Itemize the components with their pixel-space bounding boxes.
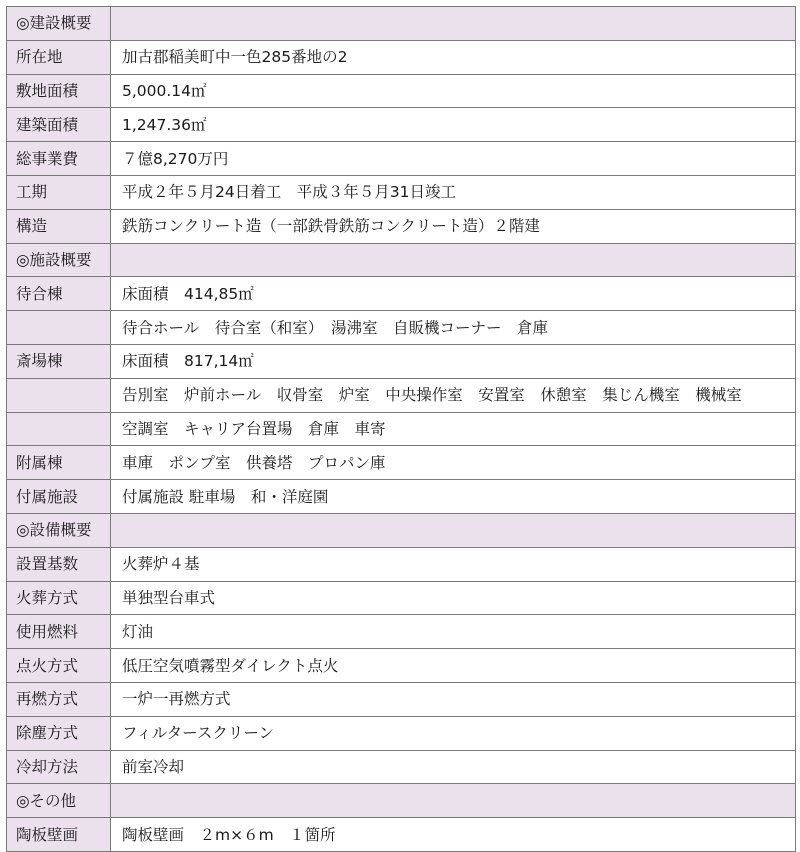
row-label: 構造 [7,209,111,243]
row-annex-building [7,446,796,480]
row-value: ７億8,270万円 [111,142,796,176]
row-funeral-building [7,344,796,378]
row-label: 工期 [7,175,111,209]
row-label: 冷却方法 [7,750,111,784]
section-heading: ◎設備概要 [7,513,111,547]
section-row-facilities [7,243,796,277]
row-value: 平成２年５月24日着工 平成３年５月31日竣工 [111,175,796,209]
row-value: 空調室 キャリア台置場 倉庫 車寄 [111,412,796,446]
row-value: 5,000.14㎡ [111,74,796,108]
row-label [7,412,111,446]
row-label: 点火方式 [7,649,111,683]
row-value: 1,247.36㎡ [111,108,796,142]
section-blank-cell [111,513,796,547]
row-waiting-building [7,277,796,311]
row-value: 床面積 414,85㎡ [111,277,796,311]
section-row-equipment [7,513,796,547]
row-label: 敷地面積 [7,74,111,108]
row-label: 再燃方式 [7,682,111,716]
facility-spec-table [6,6,796,852]
section-heading: ◎その他 [7,784,111,818]
row-ignition-method [7,649,796,683]
row-label: 陶板壁画 [7,818,111,852]
row-value: 単独型台車式 [111,581,796,615]
row-label: 建築面積 [7,108,111,142]
row-furnace-count [7,547,796,581]
row-label: 使用燃料 [7,615,111,649]
section-heading: ◎施設概要 [7,243,111,277]
row-label: 火葬方式 [7,581,111,615]
row-ceramic-mural [7,818,796,852]
row-construction-period [7,175,796,209]
row-value: 一炉一再燃方式 [111,682,796,716]
row-waiting-building-rooms [7,311,796,345]
section-row-other [7,784,796,818]
section-row-construction [7,7,796,41]
row-value: 付属施設 駐車場 和・洋庭園 [111,480,796,514]
row-value: 鉄筋コンクリート造（一部鉄骨鉄筋コンクリート造）２階建 [111,209,796,243]
row-label [7,378,111,412]
row-structure [7,209,796,243]
row-value: 加古郡稲美町中一色285番地の2 [111,40,796,74]
row-label: 付属施設 [7,480,111,514]
row-label [7,311,111,345]
row-value: 床面積 817,14㎡ [111,344,796,378]
spec-table-body [7,7,796,852]
row-value: 灯油 [111,615,796,649]
row-total-cost [7,142,796,176]
row-label: 附属棟 [7,446,111,480]
row-value: 火葬炉４基 [111,547,796,581]
row-value: 待合ホール 待合室（和室） 湯沸室 自販機コーナー 倉庫 [111,311,796,345]
row-reburn-method [7,682,796,716]
row-building-area [7,108,796,142]
row-value: 低圧空気噴霧型ダイレクト点火 [111,649,796,683]
row-fuel [7,615,796,649]
row-dust-removal-method [7,716,796,750]
section-blank-cell [111,784,796,818]
row-value: 告別室 炉前ホール 収骨室 炉室 中央操作室 安置室 休憩室 集じん機室 機械室 [111,378,796,412]
row-site-area [7,74,796,108]
section-heading: ◎建設概要 [7,7,111,41]
section-blank-cell [111,243,796,277]
row-label: 設置基数 [7,547,111,581]
section-blank-cell [111,7,796,41]
row-label: 斎場棟 [7,344,111,378]
row-value: 陶板壁画 ２m×６m １箇所 [111,818,796,852]
row-value: 車庫 ポンプ室 供養塔 プロパン庫 [111,446,796,480]
row-cooling-method [7,750,796,784]
row-label: 所在地 [7,40,111,74]
row-funeral-building-rooms [7,378,796,412]
row-label: 総事業費 [7,142,111,176]
row-cremation-method [7,581,796,615]
row-label: 除塵方式 [7,716,111,750]
row-location [7,40,796,74]
row-ancillary-facilities [7,480,796,514]
row-value: 前室冷却 [111,750,796,784]
row-value: フィルタースクリーン [111,716,796,750]
row-funeral-building-rooms-2 [7,412,796,446]
row-label: 待合棟 [7,277,111,311]
